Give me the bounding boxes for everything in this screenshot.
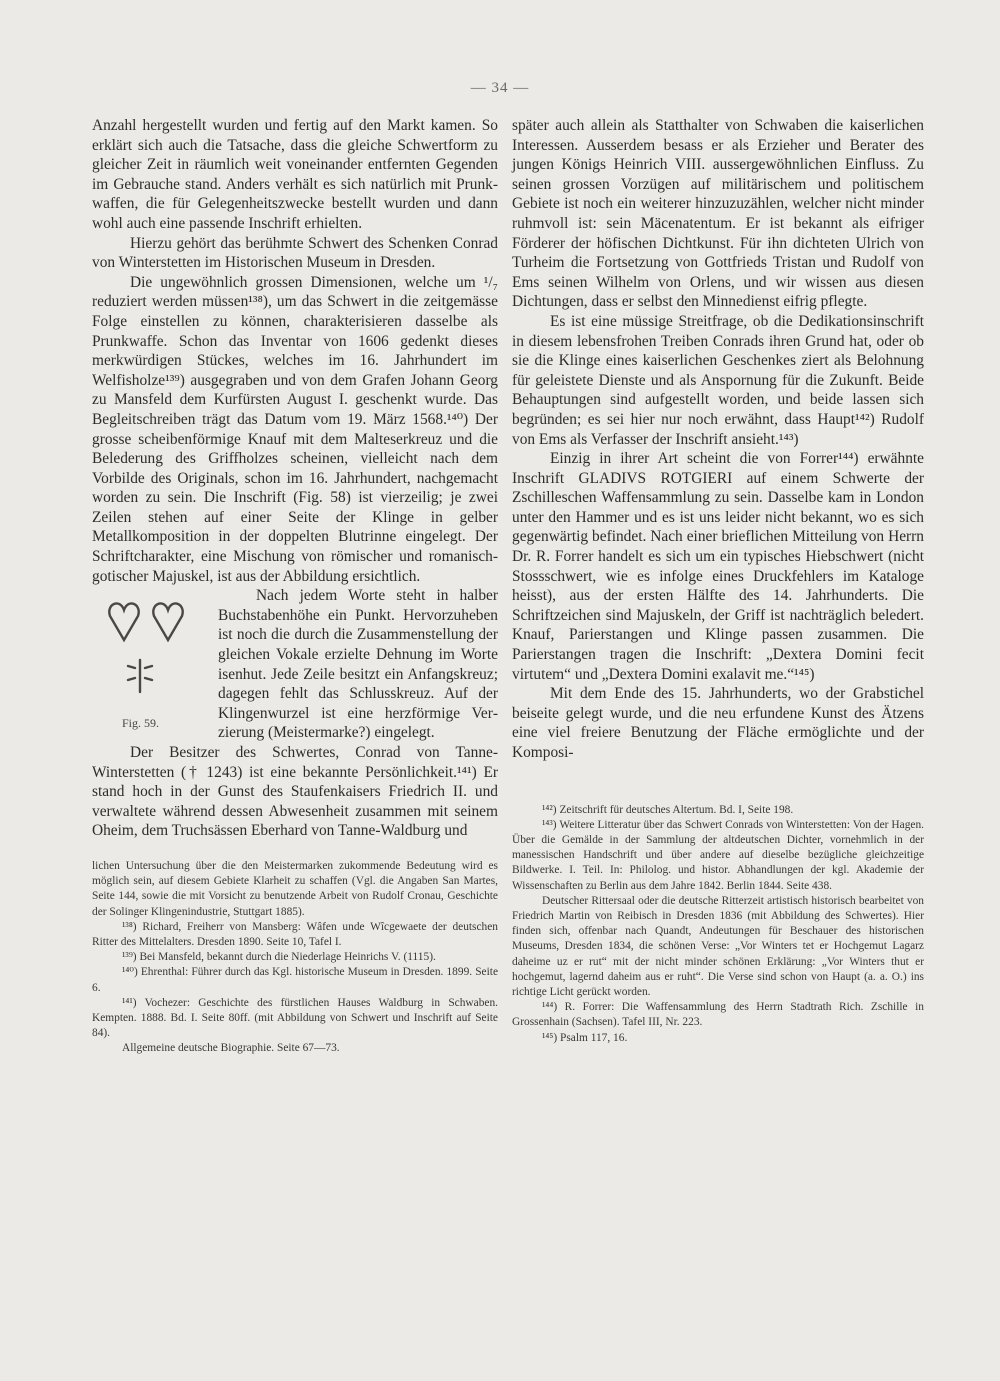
footnote: ¹⁴³) Weitere Litteratur über das Schwert Conrads von Winterstetten: Von der Hagen. Über die Gemälde in der Sammlung der altdeutschen Dichter, vornehmlich in der manessischen Handschrift und über andere auf dieselbe bezügliche gleichzeitige Bildwerke. I. Teil. In: Philolog. und histor. Abhandlungen der kgl. Akademie der Wissenschaften zu Berlin aus dem Jahre 1842. Berlin 1844. Seite 438.	[512, 818, 924, 892]
right-column	[512, 116, 924, 1046]
heart-mark-right	[153, 604, 182, 641]
paragraph: Anzahl hergestellt wurden und fertig auf den Markt kamen. So erklärt sich auch die Tatsache, dass die gleiche Schwertform zu gleicher Zeit in räumlich weit voneinander entfernten Gegenden im Gebrauche stand. Anders verhält es sich natürlich mit Prunkwaffen, die für Gelegenheitszwecke bestellt wurden und dann wohl auch eine passende Inschrift erhielten.	[92, 117, 498, 232]
paragraph: später auch allein als Statthalter von Schwaben die kaiserlichen Interessen. Ausserdem besass er als Erzieher und Berater des jungen Königs Heinrich VIII. aussergewöhnlichen Einfluss. Zu seinen grossen Vorzügen auf militärischem und politischem Gebiete ist noch ein weiterer hinzuzuzählen, welcher nicht minder ruhmvoll ist: sein Mäcenatentum. Er ist bekannt als eifriger Förderer der höfischen Dichtkunst. Für ihn dichteten Ulrich von Turheim die Fortsetzung von Gottfrieds Tristan und Rudolf von Ems seinen Wilhelm von Orlens, und wir wissen aus diesen Dichtungen, dass er selbst den Minnedienst eifrig pflegte.	[512, 117, 924, 311]
footnote: ¹⁴⁵) Psalm 117, 16.	[542, 1031, 628, 1044]
footnote: Deutscher Rittersaal oder die deutsche Ritterzeit artistisch historisch bearbeitet von Friedrich Martin von Reibisch in Dresden 1836 (mit Abbildung des Schwertes). Hier finden sich, offenbar nach Quandt, Andeutungen für Beschauer des historischen Museums, Dresden 1834, die schönen Verse: „Vor Winters tet er Hochgemut Lagarz daheime uz er rut“ mit der nicht minder schönen Erklärung: „Vor Winters thut er hochgemut, lagernd daheim aus er ruht“. Die Verse sind schon von Haupt (a. a. O.) ins richtige Licht gerückt worden.	[512, 894, 924, 999]
paragraph: Hierzu gehört das berühmte Schwert des Schenken Conrad von Winterstetten im Historischen Museum in Dresden.	[92, 234, 498, 272]
paragraph: Mit dem Ende des 15. Jahrhunderts, wo der Grabstichel beiseite gelegt wurde, und die neu erfundene Kunst des Ätzens eine viel freiere Benutzung der Fläche ermöglichte und der Komposi-	[512, 685, 924, 761]
figure-caption: Fig. 59.	[122, 716, 160, 731]
footnote: ¹⁴²) Zeitschrift für deutsches Altertum. Bd. I, Seite 198.	[542, 803, 794, 816]
footnote: ¹³⁹) Bei Mansfeld, bekannt durch die Niederlage Heinrichs V. (1115).	[122, 951, 436, 964]
figure-59	[84, 586, 212, 736]
paragraph: Die ungewöhnlich grossen Dimensionen, welche um ¹/₇ reduziert werden müssen¹³⁸), um das Schwert in die zeitgemässe Folge einstellen zu können, charakterisieren dasselbe als Prunkwaffe. Schon das Inventar von 1606 gedenkt dieses merkwürdigen Stückes, welches im 16. Jahrhundert im Welfisholze¹³⁹) ausgegraben und von dem Grafen Johann Georg zu Mansfeld dem Kurfürsten August I. geschenkt wurde. Das Begleitschreiben trägt das Datum vom 19. März 1568.¹⁴⁰) Der grosse scheibenförmige Knauf mit dem Malteserkreuz und die Belederung des Griffholzes scheinen, vielleicht nach dem Vorbilde des Originals, schon im 16. Jahrhundert, nachgemacht worden zu sein. Die Inschrift (Fig. 58) ist vierzeilig; je zwei Zeilen stehen auf einer Seite der Klinge in gelber Metallkomposition in der doppelten Blutrinne eingelegt. Der Schriftcharakter, eine Mischung von römischer und romanisch-gotischer Majuskel, ist aus der Abbildung ersichtlich.	[92, 273, 498, 585]
left-column	[92, 116, 498, 1057]
footnote: lichen Untersuchung über die den Meistermarken zukommende Bedeutung wird es möglich sein, auf diesem Gebiete Klarheit zu schaffen (Vgl. die Angaben San Martes, Seite 144, sowie die mit Vorsicht zu benutzende Arbeit von Rudolf Cronau, Geschichte der Solinger Klingenindustrie, Stuttgart 1885).	[92, 859, 498, 918]
paragraph: Der Besitzer des Schwertes, Conrad von Tanne-Winterstetten († 1243) ist eine bekannte Persönlichkeit.¹⁴¹) Er stand hoch in der Gunst des Staufenkaisers Friedrich II. und verwaltete während dessen Abwesenheit zusammen mit seinem Oheim, dem Truchsässen Eberhard von Tanne-Waldburg und	[92, 744, 498, 840]
heart-marks-figure	[102, 596, 212, 706]
heart-mark-left	[109, 604, 138, 641]
page-number: — 34 —	[470, 80, 530, 96]
footnote: ¹⁴⁴) R. Forrer: Die Waffensammlung des Herrn Stadtrath Rich. Zschille in Grossenhain (Sachsen). Tafel III, Nr. 223.	[512, 1001, 924, 1029]
right-footnotes	[512, 803, 924, 1046]
footnote: ¹⁴¹) Vochezer: Geschichte des fürstlichen Hauses Waldburg in Schwaben. Kempten. 1888. Bd. I. Seite 80ff. (mit Abbildung von Schwert und Inschrift auf Seite 84).	[92, 996, 498, 1040]
paragraph: Einzig in ihrer Art scheint die von Forrer¹⁴⁴) erwähnte Inschrift GLADIVS ROTGIERI auf einem Schwerte der Zschilleschen Waffensammlung zu sein. Dasselbe kam in London unter den Hammer und es ist uns leider nicht bekannt, wo es sich gegenwärtig befindet. Nach einer brieflichen Mitteilung von Herrn Dr. R. Forrer handelt es sich um ein typisches Hiebschwert (nicht Stossschwert, wie es infolge eines Druckfehlers im Kataloge heisst), aus der ersten Hälfte des 14. Jahrhunderts. Die Schriftzeichen sind Majuskeln, der Griff ist nachträglich beledert. Knauf, Parierstangen und Klinge passen zusammen. Die Parierstangen tragen die Inschrift: „Dextera Domini fecit virtutem“ und „Dextera Domini exalavit me.“¹⁴⁵)	[512, 450, 924, 683]
paragraph: Nach jedem Worte steht in halber Buchstabenhöhe ein Punkt. Hervorzuheben ist noch die durch die Zusammenstellung der gleichen Vokale erzielte Dehnung im Worte isenhut. Jede Zeile besitzt ein Anfangskreuz; dagegen fehlt das Schlusskreuz. Auf der Klingenwurzel ist eine herzförmige Verzierung (Meistermarke?) eingelegt.	[218, 587, 498, 742]
left-body-text	[92, 116, 498, 841]
paragraph: Es ist eine müssige Streitfrage, ob die Dedikationsinschrift in diesem lebensfrohen Treiben Conrads ihren Grund hat, oder ob sie die Klinge eines kaiserlichen Geschenkes ziert als Belohnung für geleistete Dienste und als Anspornung für die Zukunft. Beide Behauptungen sind aufgestellt worden, und beide lassen sich begründen; es sei hier nur noch erwähnt, dass Haupt¹⁴²) Rudolf von Ems als Verfasser der Inschrift ansieht.¹⁴³)	[512, 312, 924, 448]
right-body-text	[512, 116, 924, 763]
footnote: ¹⁴⁰) Ehrenthal: Führer durch das Kgl. historische Museum in Dresden. 1899. Seite 6.	[92, 966, 498, 994]
left-footnotes	[92, 859, 498, 1057]
footnote: Allgemeine deutsche Biographie. Seite 67—73.	[122, 1042, 340, 1055]
footnote: ¹³⁸) Richard, Freiherr von Mansberg: Wâfen unde Wîcgewaete der deutschen Ritter des Mittelalters. Dresden 1890. Seite 10, Tafel I.	[92, 920, 498, 948]
